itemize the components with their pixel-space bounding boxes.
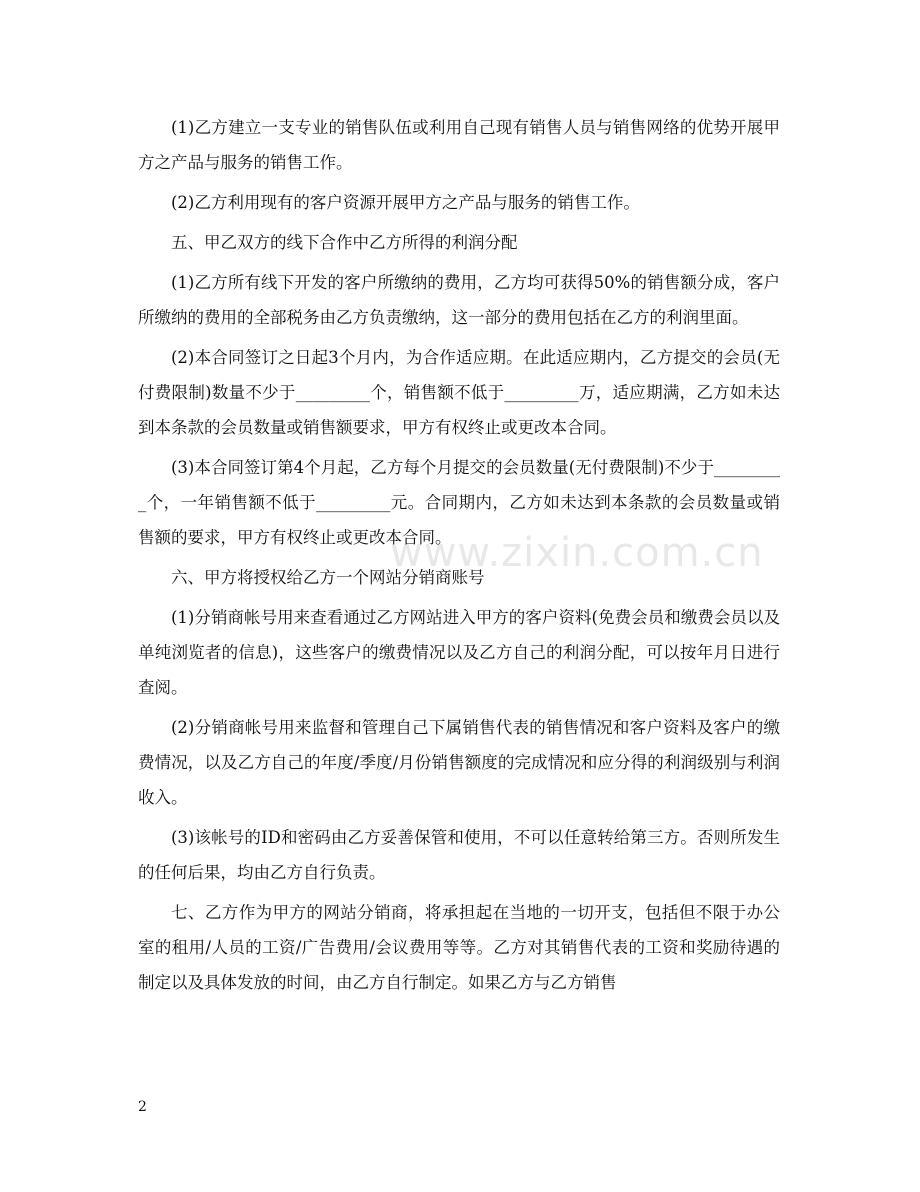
paragraph-3: (1)乙方所有线下开发的客户所缴纳的费用，乙方均可获得50%的销售额分成，客户所缴纳的费用的全部税务由乙方负责缴纳，这一部分的费用包括在乙方的利润里面。 [138, 273, 780, 327]
document-body [138, 110, 780, 1005]
section-heading-6: 六、甲方将授权给乙方一个网站分销商账号 [171, 568, 485, 587]
section-7-paragraph: 七、乙方作为甲方的网站分销商，将承担起在当地的一切开支，包括但不限于办公室的租用/人员的工资/广告费用/会议费用等等。乙方对其销售代表的工资和奖励待遇的制定以及具体发放的时间，由乙方自行制定。如果乙方与乙方销售 [138, 903, 780, 992]
paragraph-4: (2)本合同签订之日起3个月内，为合作适应期。在此适应期内，乙方提交的会员(无付费限制)数量不少于_________个，销售额不低于_________万，适应期满，乙方如未达到本条款的会员数量或销售额要求，甲方有权终止或更改本合同。 [138, 348, 780, 437]
watermark: www.zixin.com.cn [390, 530, 764, 576]
paragraph-1: (1)乙方建立一支专业的销售队伍或利用自己现有销售人员与销售网络的优势开展甲方之产品与服务的销售工作。 [138, 118, 780, 172]
page-number: 2 [138, 1099, 147, 1115]
paragraph-6: (1)分销商帐号用来查看通过乙方网站进入甲方的客户资料(免费会员和缴费会员以及单纯浏览者的信息)，这些客户的缴费情况以及乙方自己的利润分配，可以按年月日进行查阅。 [138, 608, 780, 697]
paragraph-5: (3)本合同签订第4个月起，乙方每个月提交的会员数量(无付费限制)不少于_________个，一年销售额不低于_________元。合同期内，乙方如未达到本条款的会员数量或销售额的要求，甲方有权终止或更改本合同。 [138, 458, 780, 547]
section-heading-5: 五、甲乙双方的线下合作中乙方所得的利润分配 [171, 233, 518, 252]
paragraph-8: (3)该帐号的ID和密码由乙方妥善保管和使用，不可以任意转给第三方。否则所发生的任何后果，均由乙方自行负责。 [138, 828, 780, 882]
paragraph-2: (2)乙方利用现有的客户资源开展甲方之产品与服务的销售工作。 [171, 193, 640, 212]
paragraph-7: (2)分销商帐号用来监督和管理自己下属销售代表的销售情况和客户资料及客户的缴费情况，以及乙方自己的年度/季度/月份销售额度的完成情况和应分得的利润级别与利润收入。 [138, 718, 780, 807]
